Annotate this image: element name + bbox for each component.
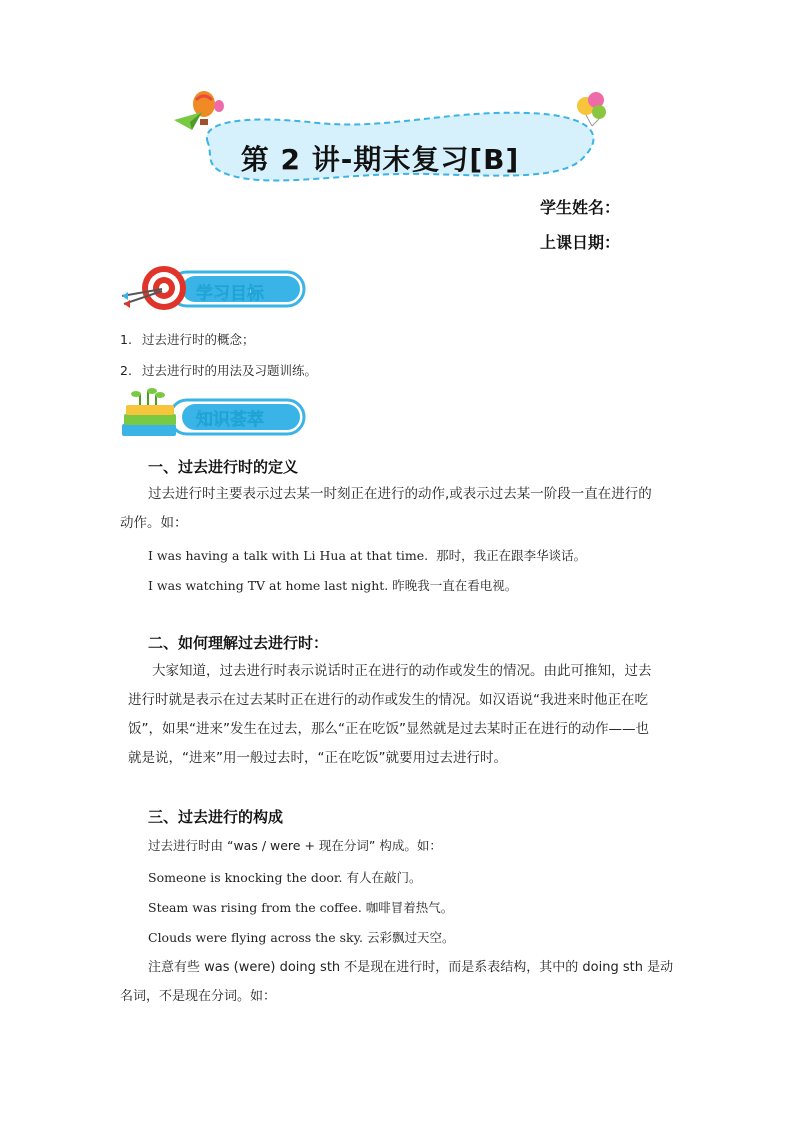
example-sentence: I was watching TV at home last night. 昨晚我一直在看电视。 (148, 578, 518, 593)
paragraph-line: 进行时就是表示在过去某时正在进行的动作或发生的情况。如汉语说“我进来时他正在吃 (128, 692, 648, 708)
goal-item: 1. 过去进行时的概念； (120, 332, 255, 347)
section-heading-2: 二、如何理解过去进行时： (148, 634, 329, 652)
paragraph-line: 注意有些 was (were) doing sth 不是现在进行时，而是系表结构，其中的 doing sth 是动 (148, 960, 674, 975)
paragraph-line: 就是说，“进来”用一般过去时，“正在吃饭”就要用过去进行时。 (128, 750, 507, 766)
paragraph-line: 大家知道，过去进行时表示说话时正在进行的动作或发生的情况。由此可推知，过去 (152, 663, 652, 679)
paper-plane-icon (174, 112, 202, 130)
example-sentence: I was having a talk with Li Hua at that time. 那时，我正在跟李华谈话。 (148, 548, 587, 563)
section-heading-1: 一、过去进行时的定义 (148, 458, 299, 476)
example-sentence: Clouds were flying across the sky. 云彩飘过天空。 (148, 930, 455, 945)
paragraph-line: 过去进行时主要表示过去某一时刻正在进行的动作,或表示过去某一阶段一直在进行的 (148, 486, 652, 502)
hot-air-balloon-icon (193, 91, 224, 125)
example-sentence: Steam was rising from the coffee. 咖啡冒着热气。 (148, 900, 454, 915)
books-plant-icon (122, 388, 176, 436)
section-heading-3: 三、过去进行的构成 (148, 808, 284, 826)
example-sentence: Someone is knocking the door. 有人在敲门。 (148, 870, 422, 885)
knowledge-badge-label: 知识荟萃 (196, 410, 264, 430)
student-name-label: 学生姓名： (540, 198, 621, 217)
paragraph-line: 动作。如： (120, 515, 188, 531)
page-title: 第 2 讲-期末复习[B] (240, 143, 520, 176)
balloons-icon (577, 92, 606, 126)
paragraph-line: 过去进行时由 “was / were + 现在分词” 构成。如： (148, 838, 442, 853)
target-icon (122, 266, 186, 310)
class-date-label: 上课日期： (540, 233, 621, 252)
goals-badge-label: 学习目标 (196, 284, 264, 304)
paragraph-line: 饭”，如果“进来”发生在过去，那么“正在吃饭”显然就是过去某时正在进行的动作——也 (128, 721, 649, 737)
goal-item: 2. 过去进行时的用法及习题训练。 (120, 363, 318, 378)
paragraph-line: 名词，不是现在分词。如： (120, 989, 277, 1004)
